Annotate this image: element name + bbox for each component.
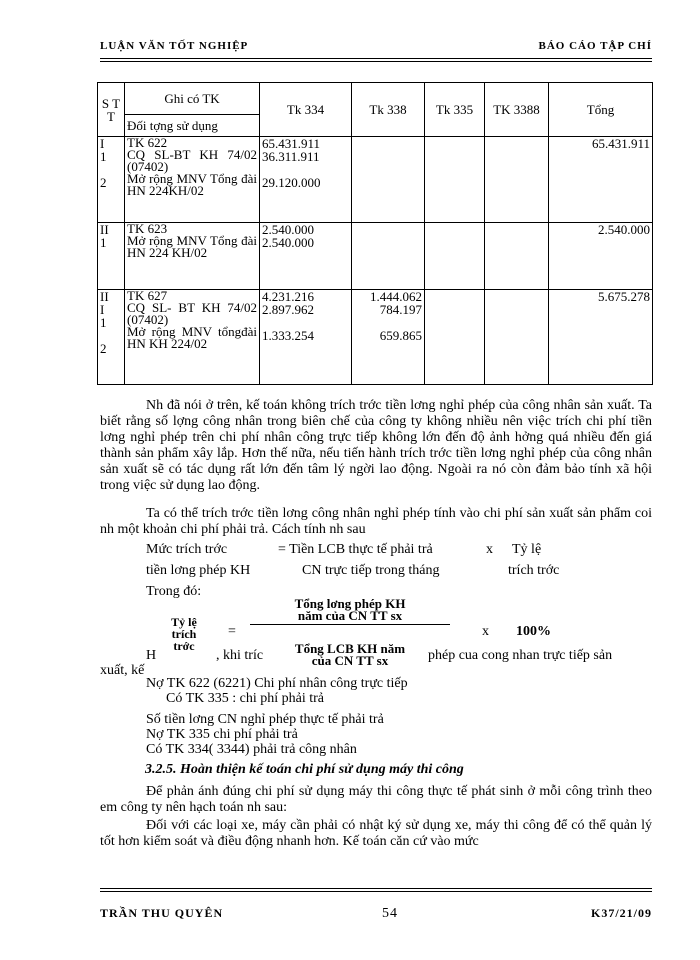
header-rule (100, 58, 652, 59)
desc-line: TK 623 (127, 221, 168, 236)
formula-term: = Tiền LCB thực tế phải trả (278, 542, 433, 557)
page-number: 54 (382, 906, 398, 921)
denominator-2: của CN TT sx (311, 653, 389, 668)
header-stt: S T T (98, 83, 125, 137)
formula-label: Mức trích trớc (146, 542, 228, 557)
journal-entry-3: Số tiền lơng CN nghỉ phép thực tế phải trả (146, 712, 384, 727)
desc-line: CQ SL- BT KH 74/02 (07402) (127, 300, 257, 327)
cell-tk3388 (485, 137, 549, 223)
desc-line: Mở rộng MNV Tổng đài HN 224 KH/02 (127, 233, 257, 260)
para3-line2: xuất, kế (100, 663, 145, 678)
formula-label-2: tiền lơng phép KH (146, 563, 251, 578)
cell-tk335 (425, 137, 485, 223)
header-tong: Tổng (549, 83, 653, 137)
para3-mid: , khi tríc (216, 648, 264, 663)
desc-line: Mở rộng MNV tổngđài HN KH 224/02 (127, 324, 257, 351)
journal-entry-2: Có TK 335 : chi phí phải trả (166, 691, 324, 706)
journal-entry-1: Nợ TK 622 (6221) Chi phí nhân công trực tiếp (146, 676, 408, 691)
cell-tk338 (352, 137, 425, 223)
header-tk3388: TK 3388 (485, 83, 549, 137)
row-description (125, 223, 260, 290)
paragraph-2: Ta có thể trích trớc tiền lơng công nhân nghỉ phép tính vào chi phí sản xuất sản phẩm coi nh một khoản chi phí phải trả. Cách tính nh sau (100, 506, 652, 537)
footer-rule-2 (100, 891, 652, 892)
footer-left: TRẦN THU QUYÊN (100, 906, 224, 920)
paragraph-4: Để phản ánh đúng chi phí sử dụng máy thi công thực tế phát sinh ở mỗi công trình theo em công ty nên hạch toán nh sau: (100, 784, 652, 815)
section-heading: 3.2.5. Hoàn thiện kế toán chi phí sử dụng máy thi công (145, 762, 464, 777)
para3-start: H (146, 648, 157, 663)
paragraph-5: Đối với các loại xe, máy cần phải có nhật ký sử dụng xe, máy thi công để có thể quản lý tốt hơn kiểm soát và điều động nhanh hơn. Kế toán căn cứ vào mức (100, 818, 652, 849)
header-tk338: Tk 338 (352, 83, 425, 137)
row-stt: II I 1 2 (98, 290, 125, 385)
desc-line: TK 622 (127, 135, 168, 150)
header-rule-2 (100, 61, 652, 62)
header-tk334: Tk 334 (260, 83, 352, 137)
header-left: LUẬN VĂN TỐT NGHIỆP (100, 40, 249, 52)
footer-right: K37/21/09 (590, 906, 652, 920)
desc-line: Mở rộng MNV Tổng đài HN 224KH/02 (127, 171, 257, 198)
table-row (98, 137, 653, 223)
row-stt: I 1 2 (98, 137, 125, 223)
cell-tk338: 1.444.062 784.197 659.865 (352, 290, 425, 385)
para3-end: phép cua cong nhan trực tiếp sản (428, 648, 613, 663)
cell-tong: 2.540.000 (549, 223, 653, 290)
fraction-bar (250, 624, 450, 625)
row-description (125, 137, 260, 223)
header-tk335: Tk 335 (425, 83, 485, 137)
paragraph-1: Nh đã nói ở trên, kế toán không trích trớc tiền lơng nghỉ phép của công nhân sản xuất. Ta biết rằng số lợng công nhân trong biên chế của công ty không nhiều nên việc trích chi phí tiền lơng nghỉ phép trên chi phí nhân công trực tiếp không lớn đến độ ảnh hởng quá nhiều đến giá thành sản phẩm xây lắp. Hơn thế nữa, nếu tiến hành trích trớc tiền lơng nghỉ phép của công nhân sản xuất sẽ có tác dụng rất lớn đến tâm lý ngời lao động. Ngoài ra nó còn đảm bảo tính xã hội trong việc sử dụng lao động. (100, 398, 652, 493)
formula-term-2: CN trực tiếp trong tháng (302, 563, 440, 578)
cell-tk338 (352, 223, 425, 290)
numerator-2: năm của CN TT sx (297, 608, 403, 623)
rate-label: Tỷ lệ trích trớc (171, 615, 197, 653)
journal-entry-4: Nợ TK 335 chi phí phải trả (146, 727, 298, 742)
trong-do: Trong đó: (146, 584, 202, 599)
cell-tong: 65.431.911 (549, 137, 653, 223)
page-header (100, 40, 652, 56)
hundred-percent: 100% (516, 624, 551, 639)
cell-tong: 5.675.278 (549, 290, 653, 385)
desc-line: TK 627 (127, 288, 168, 303)
row-description (125, 290, 260, 385)
cell-tk3388 (485, 290, 549, 385)
journal-entry-5: Có TK 334( 3344) phải trả công nhân (146, 742, 357, 757)
equals-sign: = (228, 624, 236, 639)
cell-tk335 (425, 290, 485, 385)
header-right: BÁO CÁO TẬP CHÍ (538, 40, 652, 52)
header-ghi-co: Ghi có TK (125, 83, 260, 115)
times-sign: x (482, 624, 489, 639)
cell-tk334: 4.231.216 2.897.962 1.333.254 (260, 290, 352, 385)
table-row (98, 223, 653, 290)
table-row (98, 290, 653, 385)
numerator: Tổng lơng phép KH (294, 596, 406, 611)
cell-tk334: 2.540.000 2.540.000 (260, 223, 352, 290)
desc-line: CQ SL-BT KH 74/02 (07402) (127, 147, 257, 174)
row-stt: II 1 (98, 223, 125, 290)
formula-rate: Tỷ lệ (512, 542, 542, 557)
formula-times: x (486, 542, 493, 557)
cell-tk334: 65.431.911 36.311.911 29.120.000 (260, 137, 352, 223)
cell-tk3388 (485, 223, 549, 290)
allocation-table (97, 82, 653, 385)
header-doi-tuong: Đối tợng sử dụng (125, 115, 260, 137)
formula-rate-2: trích trớc (508, 563, 560, 578)
cell-tk335 (425, 223, 485, 290)
denominator: Tổng LCB KH năm (294, 641, 406, 656)
footer-rule (100, 888, 652, 889)
